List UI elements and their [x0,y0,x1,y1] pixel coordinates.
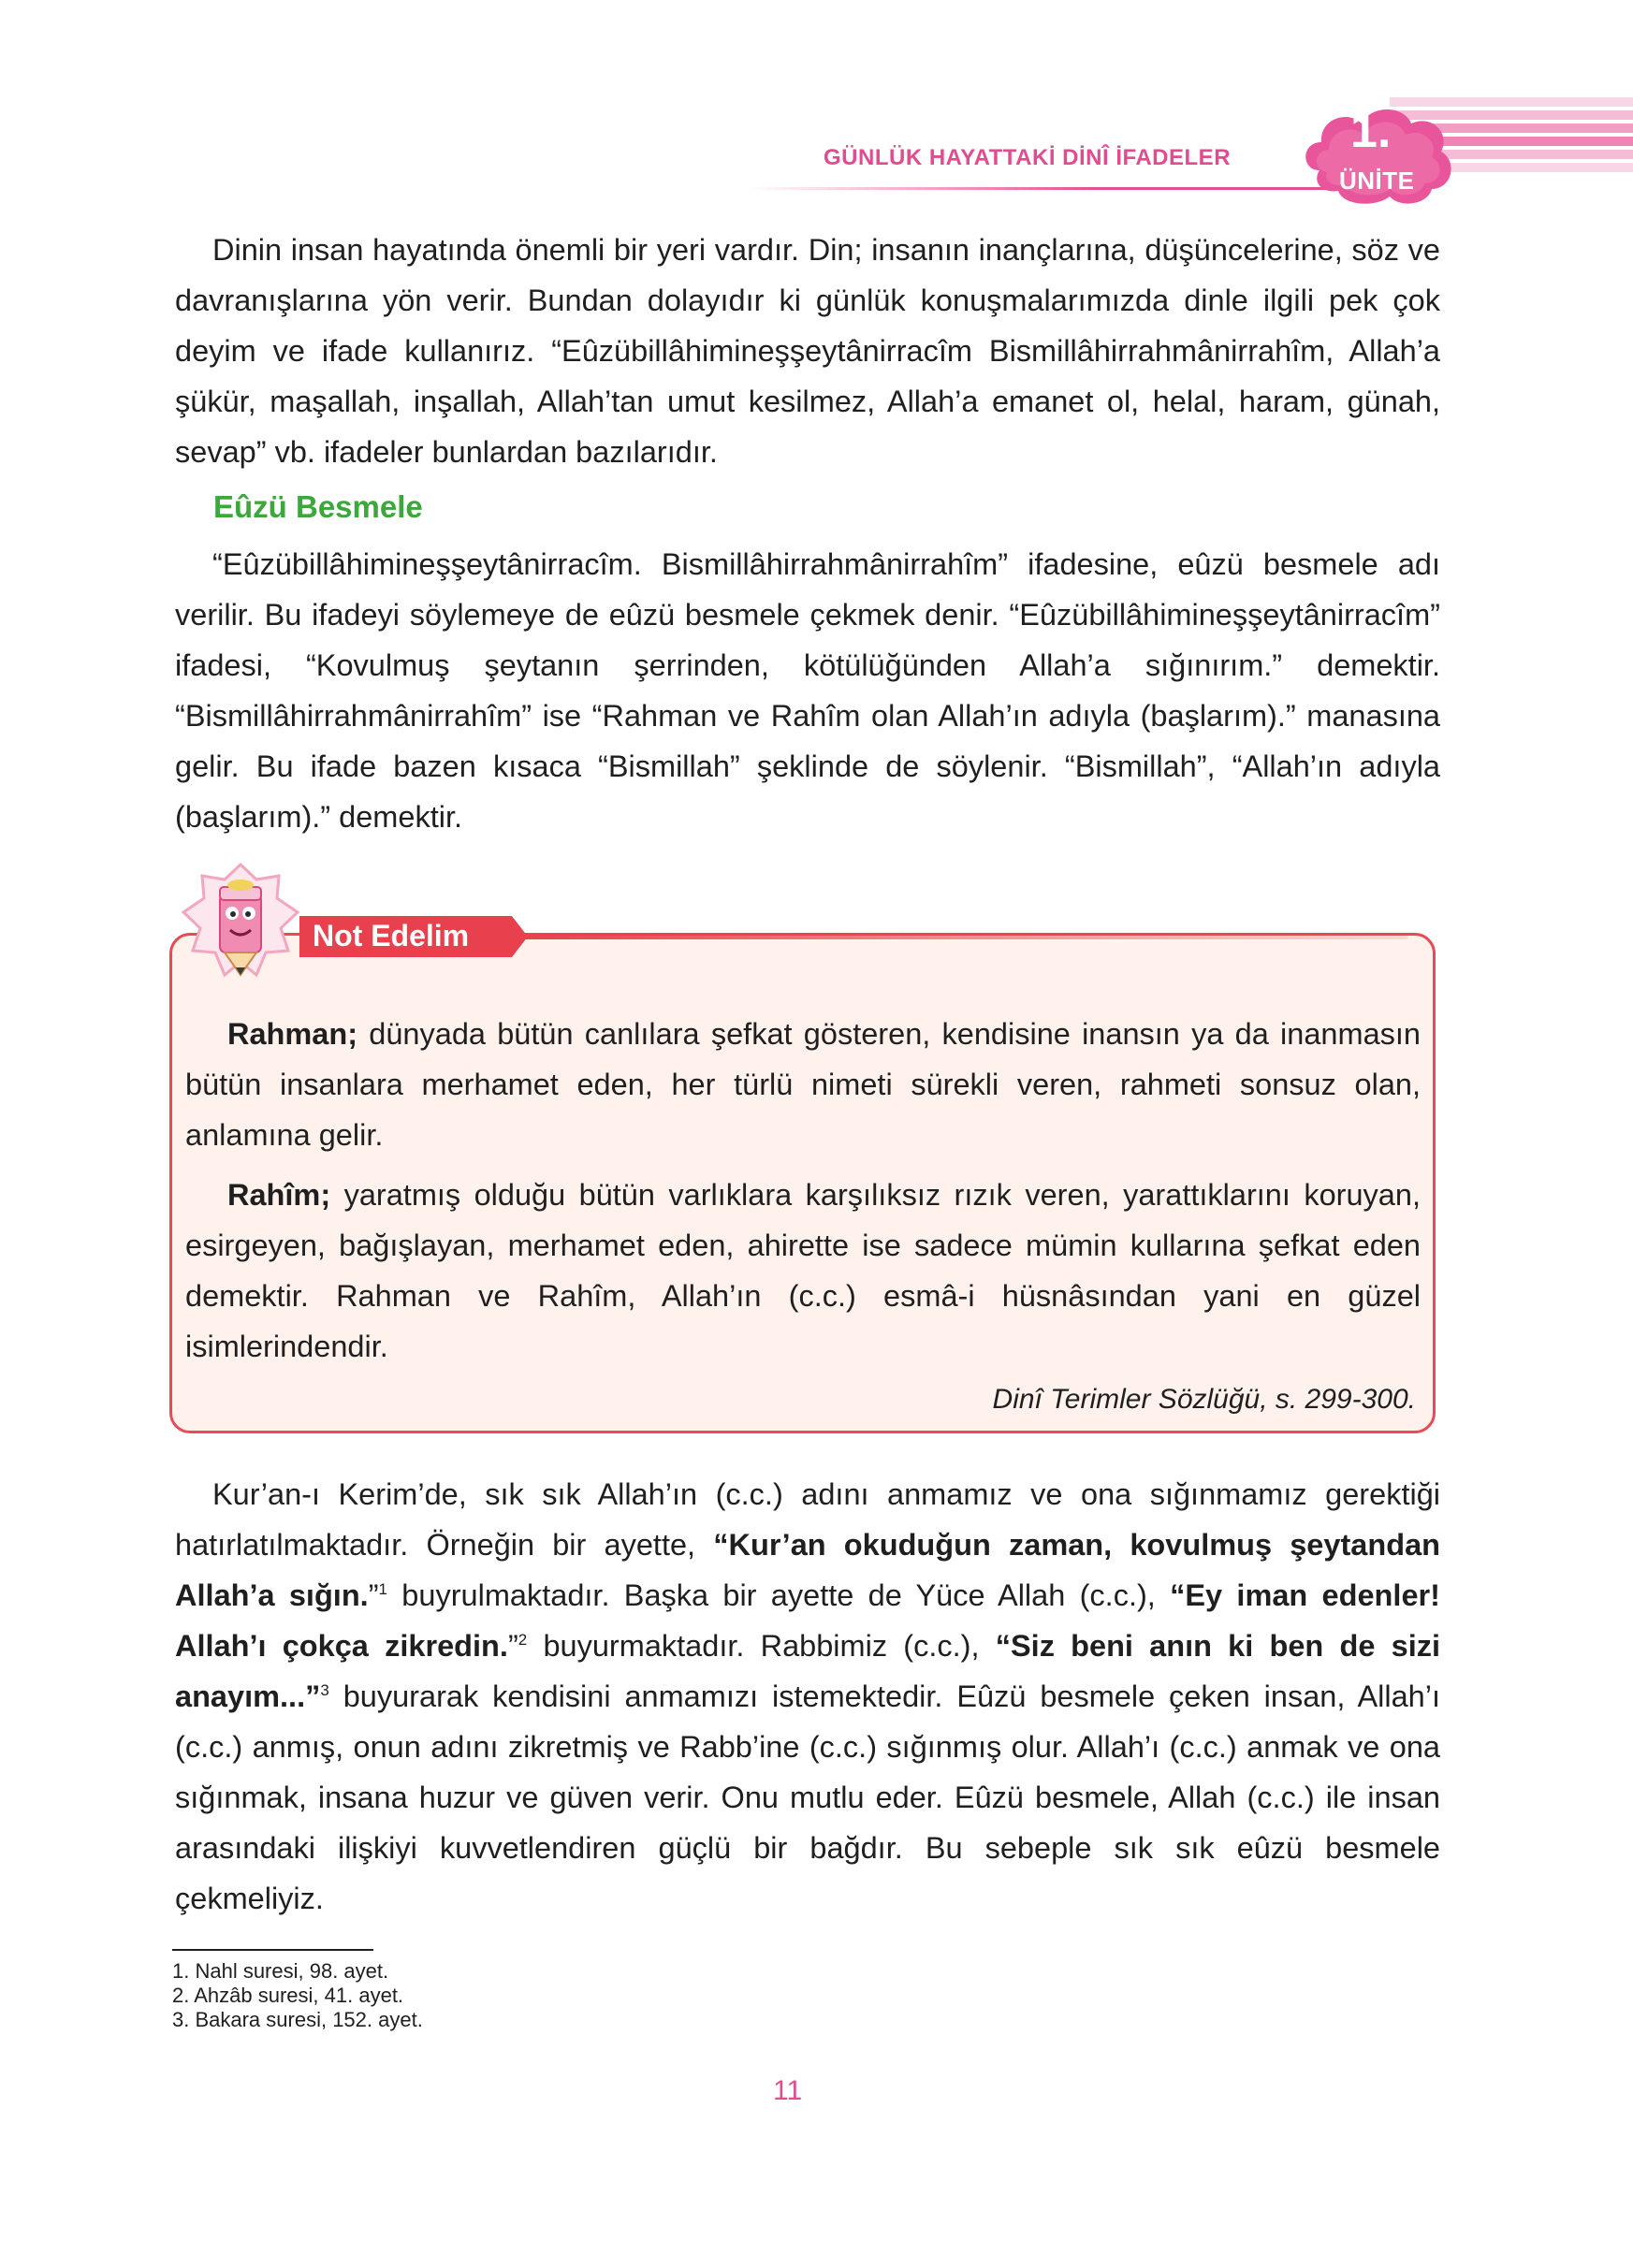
footnote-divider [172,1949,373,1951]
chapter-title: GÜNLÜK HAYATTAKİ DİNÎ İFADELER [824,145,1232,170]
intro-paragraph: Dinin insan hayatında önemli bir yeri vardır. Din; insanın inançlarına, düşüncelerine, söz ve davranışlarına yön verir. Bundan dolayıdır ki günlük konuşmalarımızda dinle ilgili pek çok deyim ve ifade kullanırız. “Eûzübillâhimineşşeytânirracîm Bismillâhirrahmânirrahîm, Allah’a şükür, maşallah, inşallah, Allah’tan umut kesilmez, Allah’a emanet ol, helal, haram, günah, sevap” vb. ifadeler bunlardan bazılarıdır. [175,233,1440,469]
text-run: Kur’an-ı Kerim’de, sık sık Allah’ın (c.c.) adını anmamız ve ona sığınmamız gerektiği hatırlatılmaktadır. Örneğin bir ayette, [175,1477,1440,1562]
note-label: Not Edelim [313,919,470,952]
footnote: 2. Ahzâb suresi, 41. ayet. [172,1984,404,2007]
text-run: ” [507,1629,518,1663]
section-heading: Eûzü Besmele [213,489,423,524]
note-term: Rahîm; [227,1178,331,1212]
footnote: 3. Bakara suresi, 152. ayet. [172,2008,423,2031]
footnote: 1. Nahl suresi, 98. ayet. [172,1959,389,1983]
unit-number: 1. [1350,104,1392,158]
unit-label: ÜNİTE [1339,167,1415,195]
page-number: 11 [773,2075,803,2106]
text-run: buyrulmaktadır. Başka bir ayette de Yüce Allah (c.c.), [387,1578,1171,1612]
verse-quote: “Siz beni anın ki ben de sizi anayım...” [175,1629,1441,1713]
text-run: buyurmaktadır. Rabbimiz (c.c.), [527,1629,996,1663]
note-tab-tail [519,934,1408,939]
verse-quote: “Ey iman edenler! Allah’ı çokça zikredin. [175,1578,1440,1663]
pencil-mascot-icon [178,861,304,987]
note-item-rahman [185,1009,1421,1160]
footnote-ref: 1 [378,1580,388,1599]
note-source: Dinî Terimler Sözlüğü, s. 299-300. [992,1384,1416,1415]
text-run: buyurarak kendisini anmamızı istemektedir. Eûzü besmele çeken insan, Allah’ı (c.c.) anmış, onun adını zikretmiş ve Rabb’ine (c.c.) sığınmış olur. Allah’ı (c.c.) anmak ve ona sığınmak, insana huzur ve güven verir. Onu mutlu eder. Eûzü besmele, Allah (c.c.) ile insan arasındaki ilişkiyi kuvvetlendiren güçlü bir bağdır. Bu sebeple sık sık eûzü besmele çekmeliyiz. [175,1679,1440,1915]
note-term: Rahman; [227,1017,358,1051]
note-item-rahim [185,1170,1421,1372]
footnote-ref: 2 [518,1631,528,1650]
header-rule [749,187,1329,190]
section-paragraph: “Eûzübillâhimineşşeytânirracîm. Bismillâhirrahmânirrahîm” ifadesine, eûzü besmele adı verilir. Bu ifadeyi söylemeye de eûzü besmele çekmek denir. “Eûzübillâhimineşşeytânirracîm” ifadesi, “Kovulmuş şeytanın şerrinden, kötülüğünden Allah’a sığınırım.” demektir. “Bismillâhirrahmânirrahîm” ise “Rahman ve Rahîm olan Allah’ın adıyla (başlarım).” manasına gelir. Bu ifade bazen kısaca “Bismillah” şeklinde de söylenir. “Bismillah”, “Allah’ın adıyla (başlarım).” demektir. [175,547,1440,834]
note-definition: yaratmış olduğu bütün varlıklara karşılıksız rızık veren, yarattıklarını koruyan, esirgeyen, bağışlayan, merhamet eden, ahirette ise sadece mümin kullarına şefkat eden demektir. Rahman ve Rahîm, Allah’ın (c.c.) esmâ-i hüsnâsından yani en güzel isimlerindendir. [185,1178,1421,1363]
footnote-ref: 3 [320,1681,329,1700]
main-paragraph [175,1469,1440,1924]
text-run: ” [368,1578,379,1612]
verse-quote: “Kur’an okuduğun zaman, kovulmuş şeytandan Allah’a sığın. [175,1528,1440,1612]
note-definition: dünyada bütün canlılara şefkat gösteren, kendisine inansın ya da inanmasın bütün insanlara merhamet eden, her türlü nimeti sürekli veren, rahmeti sonsuz olan, anlamına gelir. [185,1017,1421,1152]
